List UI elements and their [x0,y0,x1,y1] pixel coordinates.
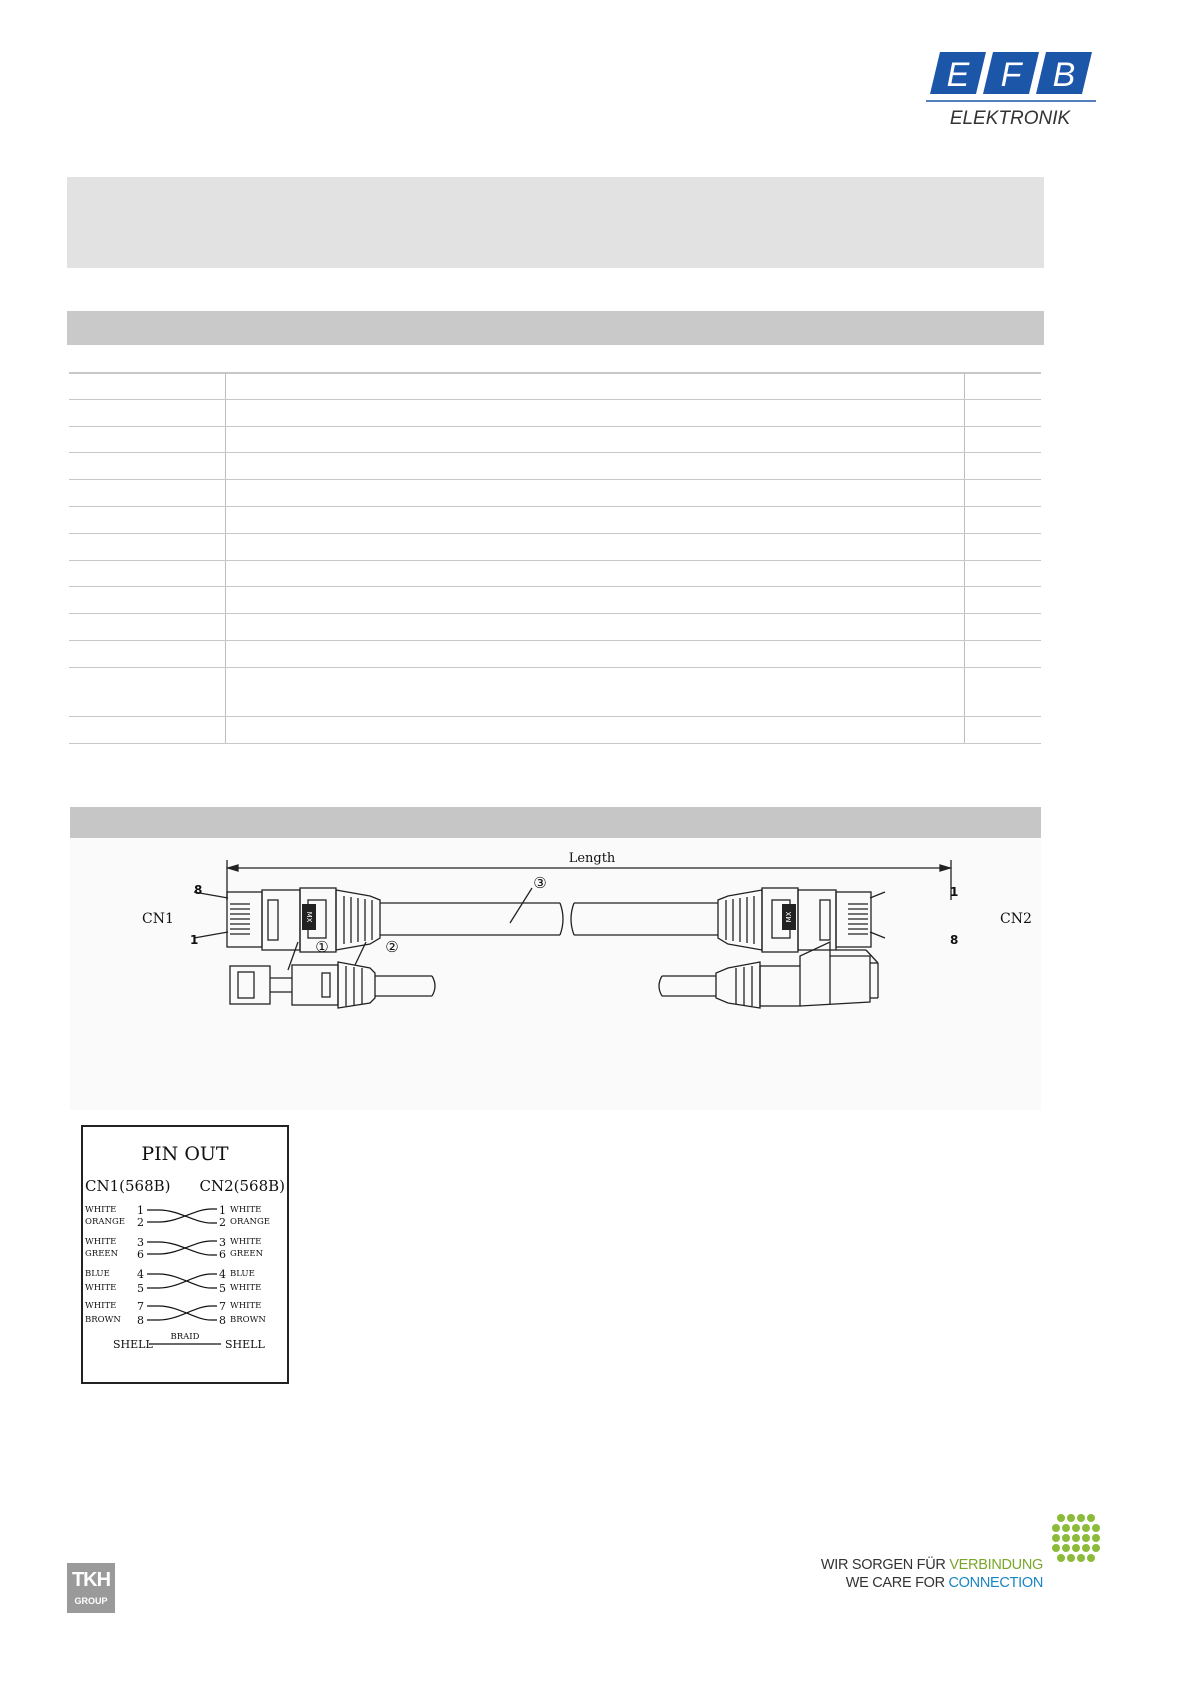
pair1-top-pin-left: 1 [137,1204,144,1217]
logo-letter-e: E [946,56,970,94]
row-unit [964,427,1041,453]
tkh-logo-subtext: GROUP [74,1596,108,1606]
pair2-top-color-left: WHITE [85,1237,117,1247]
pair3-top-pin-right: 4 [219,1268,226,1281]
row-label [69,614,224,640]
row-unit [964,480,1041,506]
row-unit [964,717,1041,743]
pair3-bottom-pin-left: 5 [137,1282,144,1295]
pinout-diagram [81,1125,289,1384]
pair1-top-color-left: WHITE [85,1205,117,1215]
table-row [69,641,1041,668]
row-label [69,534,224,560]
row-label [69,427,224,453]
row-value [225,427,1035,453]
logo-letter-b: B [1052,56,1076,94]
pair2-bottom-pin-left: 6 [137,1248,144,1261]
pair4-bottom-pin-right: 8 [219,1314,226,1327]
row-value [225,373,1035,399]
row-label [69,480,224,506]
pin-1-label-right: 1 [950,885,959,899]
pin-8-label-right: 8 [950,933,959,947]
boot-mark-right: MX [785,911,793,923]
logo-letter-f: F [1000,56,1022,94]
callout-3: ③ [533,874,547,892]
braid-label: BRAID [170,1332,200,1342]
row-unit [964,561,1041,587]
row-value [225,614,1035,640]
pair1-top-pin-right: 1 [219,1204,226,1217]
row-label [69,507,224,533]
pinout-wiring [83,1127,287,1382]
row-value [225,587,1035,613]
callout-2: ② [385,938,399,956]
tkh-logo-text: TKH [71,1569,111,1591]
pinout-right-header: CN2(568B) [199,1177,285,1195]
pair1-top-color-right: WHITE [230,1205,262,1215]
row-label [69,587,224,613]
table-row [69,561,1041,588]
pair2-top-color-right: WHITE [230,1237,262,1247]
row-unit [964,641,1041,667]
row-label [69,668,224,716]
row-value [225,507,1035,533]
pair2-top-pin-right: 3 [219,1236,226,1249]
pair3-bottom-pin-right: 5 [219,1282,226,1295]
table-row [69,427,1041,454]
slogan-de-highlight: VERBINDUNG [949,1557,1043,1573]
pair2-bottom-color-right: GREEN [230,1249,264,1259]
pair1-bottom-color-left: ORANGE [85,1217,125,1227]
cn2-label: CN2 [1000,911,1032,927]
row-label [69,373,224,399]
green-dot-matrix-logo [1050,1513,1100,1567]
pair4-top-pin-left: 7 [137,1300,144,1313]
pair2-bottom-pin-right: 6 [219,1248,226,1261]
row-unit [964,453,1041,479]
table-row [69,480,1041,507]
table-row [69,614,1041,641]
efb-elektronik-logo [920,50,1110,130]
pair4-top-pin-right: 7 [219,1300,226,1313]
row-label [69,400,224,426]
shell-right: SHELL [225,1338,265,1351]
specification-header-bar [67,311,1044,345]
pin-1-label-left: 1 [190,933,199,947]
pair3-top-pin-left: 4 [137,1268,144,1281]
slogan-de-prefix: WIR SORGEN FÜR [820,1557,950,1573]
twisted-pair-lines [147,1209,221,1344]
row-value [225,400,1035,426]
pair2-top-pin-left: 3 [137,1236,144,1249]
table-row [69,373,1041,400]
logo-subtitle: ELEKTRONIK [949,108,1071,129]
callout-1: ① [315,938,329,956]
pair3-bottom-color-right: WHITE [230,1283,262,1293]
title-box [67,177,1044,268]
row-label [69,641,224,667]
table-row [69,400,1041,427]
pinout-left-header: CN1(568B) [85,1177,171,1195]
table-row [69,453,1041,480]
row-unit [964,587,1041,613]
row-unit [964,614,1041,640]
slogan-english [800,1575,1043,1591]
cable-drawing-panel [70,838,1041,1110]
row-label [69,717,224,743]
pair3-top-color-right: BLUE [230,1269,255,1279]
pair4-top-color-left: WHITE [85,1301,117,1311]
tkh-group-logo [67,1563,115,1613]
row-value [225,641,1035,667]
pair4-bottom-color-left: BROWN [85,1315,121,1325]
drawing-header-bar [70,807,1041,838]
table-row [69,717,1041,744]
row-unit [964,373,1041,399]
table-row [69,587,1041,614]
row-unit [964,507,1041,533]
row-unit [964,668,1041,716]
pair4-top-color-right: WHITE [230,1301,262,1311]
specification-table [69,373,1041,744]
shell-left: SHELL [113,1338,153,1351]
pair3-top-color-left: BLUE [85,1269,110,1279]
cn1-label: CN1 [142,911,174,927]
row-value [225,561,1035,587]
row-value [225,534,1035,560]
pinout-title: PIN OUT [141,1143,229,1165]
row-value [225,668,1035,716]
pin-8-label-left: 8 [194,883,203,897]
row-value [225,480,1035,506]
row-label [69,453,224,479]
table-row [69,668,1041,717]
pair1-bottom-color-right: ORANGE [230,1217,270,1227]
row-unit [964,400,1041,426]
row-label [69,561,224,587]
pair4-bottom-pin-left: 8 [137,1314,144,1327]
cable-drawing [70,838,1041,1110]
pair2-bottom-color-left: GREEN [85,1249,119,1259]
pair4-bottom-color-right: BROWN [230,1315,266,1325]
pair1-bottom-pin-right: 2 [219,1216,226,1229]
slogan-en-prefix: WE CARE FOR [845,1575,949,1591]
slogan-en-highlight: CONNECTION [948,1575,1043,1591]
length-label: Length [568,851,616,866]
table-row [69,534,1041,561]
row-unit [964,534,1041,560]
boot-mark-left: MX [305,911,313,923]
row-value [225,453,1035,479]
pair3-bottom-color-left: WHITE [85,1283,117,1293]
row-value [225,717,1035,743]
slogan-german [800,1557,1043,1573]
table-row [69,507,1041,534]
pair1-bottom-pin-left: 2 [137,1216,144,1229]
